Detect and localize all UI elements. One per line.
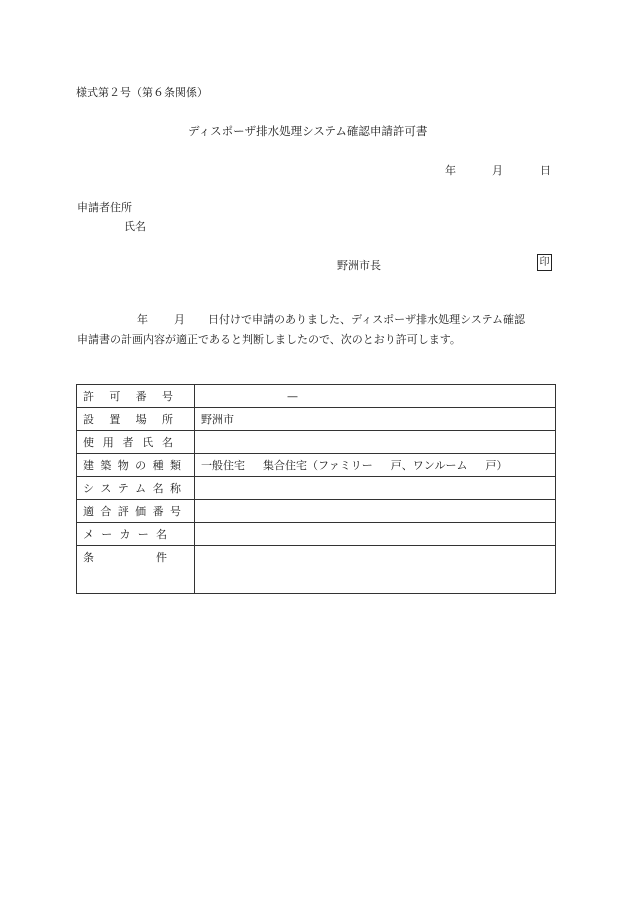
label-char: 号 (161, 390, 173, 403)
label-char: ス (100, 482, 112, 495)
table-row-permit-number (77, 385, 556, 408)
label-char: 使 (83, 436, 94, 449)
label-char: 許 (83, 390, 94, 403)
table-row-conformity-number (77, 500, 556, 523)
table-row-maker-name (77, 523, 556, 546)
label-char: メ (83, 528, 94, 541)
conditions-value (195, 546, 556, 594)
label-char: 号 (169, 505, 181, 518)
date-day: 日 (540, 164, 551, 177)
label-char: の (135, 459, 147, 472)
maker-name-value (195, 523, 556, 546)
label-char: 場 (135, 413, 147, 426)
system-name-value (195, 477, 556, 500)
label-char: 用 (102, 436, 114, 449)
body-text-line1: 日付けで申請のありました、ディスポーザ排水処理システム確認 (208, 313, 526, 326)
building-type-value (195, 454, 556, 477)
label-char: ー (101, 528, 113, 541)
user-name-value (195, 431, 556, 454)
date-month: 月 (492, 164, 503, 177)
address-label: 住所 (110, 201, 132, 214)
label-char: テ (117, 482, 129, 495)
one-room-units-suffix: 戸） (485, 459, 508, 472)
body-month: 月 (174, 313, 185, 326)
body-year: 年 (137, 313, 148, 326)
label-char: 類 (169, 459, 181, 472)
label-char: 築 (100, 459, 112, 472)
label-char: 所 (161, 413, 173, 426)
label-char: 名 (152, 482, 164, 495)
conformity-number-label (77, 500, 195, 523)
label-char: 建 (83, 459, 94, 472)
label-char: 者 (122, 436, 134, 449)
document-title: ディスポーザ排水処理システム確認申請許可書 (188, 124, 428, 138)
label-char: ー (137, 528, 149, 541)
permit-number-label (77, 385, 195, 408)
table-row-user-name (77, 431, 556, 454)
label-char: 置 (109, 413, 121, 426)
table-row-building-type (77, 454, 556, 477)
system-name-label (77, 477, 195, 500)
label-char: 評 (117, 505, 129, 518)
label-char: 氏 (142, 436, 154, 449)
label-char: 種 (152, 459, 164, 472)
maker-name-label (77, 523, 195, 546)
table-row-conditions (77, 546, 556, 594)
label-char: 番 (135, 390, 147, 403)
user-name-label (77, 431, 195, 454)
date-year: 年 (445, 164, 456, 177)
label-char: シ (83, 482, 94, 495)
body-text-line2: 申請書の計画内容が適正であると判断しましたので、次のとおり許可します。 (77, 333, 461, 346)
conditions-label (77, 546, 195, 594)
label-char: 名 (162, 436, 173, 449)
detached-house-option: 一般住宅 (201, 459, 245, 472)
label-char: 合 (100, 505, 112, 518)
seal-mark: 印 (537, 254, 552, 271)
label-char: 物 (117, 459, 129, 472)
label-char: 適 (83, 505, 94, 518)
form-code: 様式第２号（第６条関係） (76, 86, 208, 99)
family-units-suffix: 戸、ワンルーム (390, 459, 468, 472)
label-char: 番 (152, 505, 164, 518)
collective-housing-option: 集合住宅（ファミリー (263, 459, 373, 472)
label-char: 設 (83, 413, 94, 426)
label-char: 称 (169, 482, 181, 495)
permit-number-dash: — (287, 389, 298, 403)
label-char: カ (119, 528, 131, 541)
label-char: ム (135, 482, 147, 495)
conformity-number-value (195, 500, 556, 523)
applicant-label: 申請者 (77, 201, 110, 214)
building-type-label (77, 454, 195, 477)
name-label: 氏名 (124, 220, 146, 233)
table-row-location (77, 408, 556, 431)
location-value: 野洲市 (195, 408, 556, 431)
label-char: 可 (109, 390, 121, 403)
permit-details-table (76, 384, 556, 594)
label-char: 価 (135, 505, 147, 518)
table-row-system-name (77, 477, 556, 500)
location-label (77, 408, 195, 431)
mayor-title: 野洲市長 (337, 259, 381, 272)
label-char: 名 (156, 528, 167, 541)
permit-number-value (195, 385, 556, 408)
label-char: 件 (156, 551, 167, 564)
label-char: 条 (83, 551, 94, 564)
